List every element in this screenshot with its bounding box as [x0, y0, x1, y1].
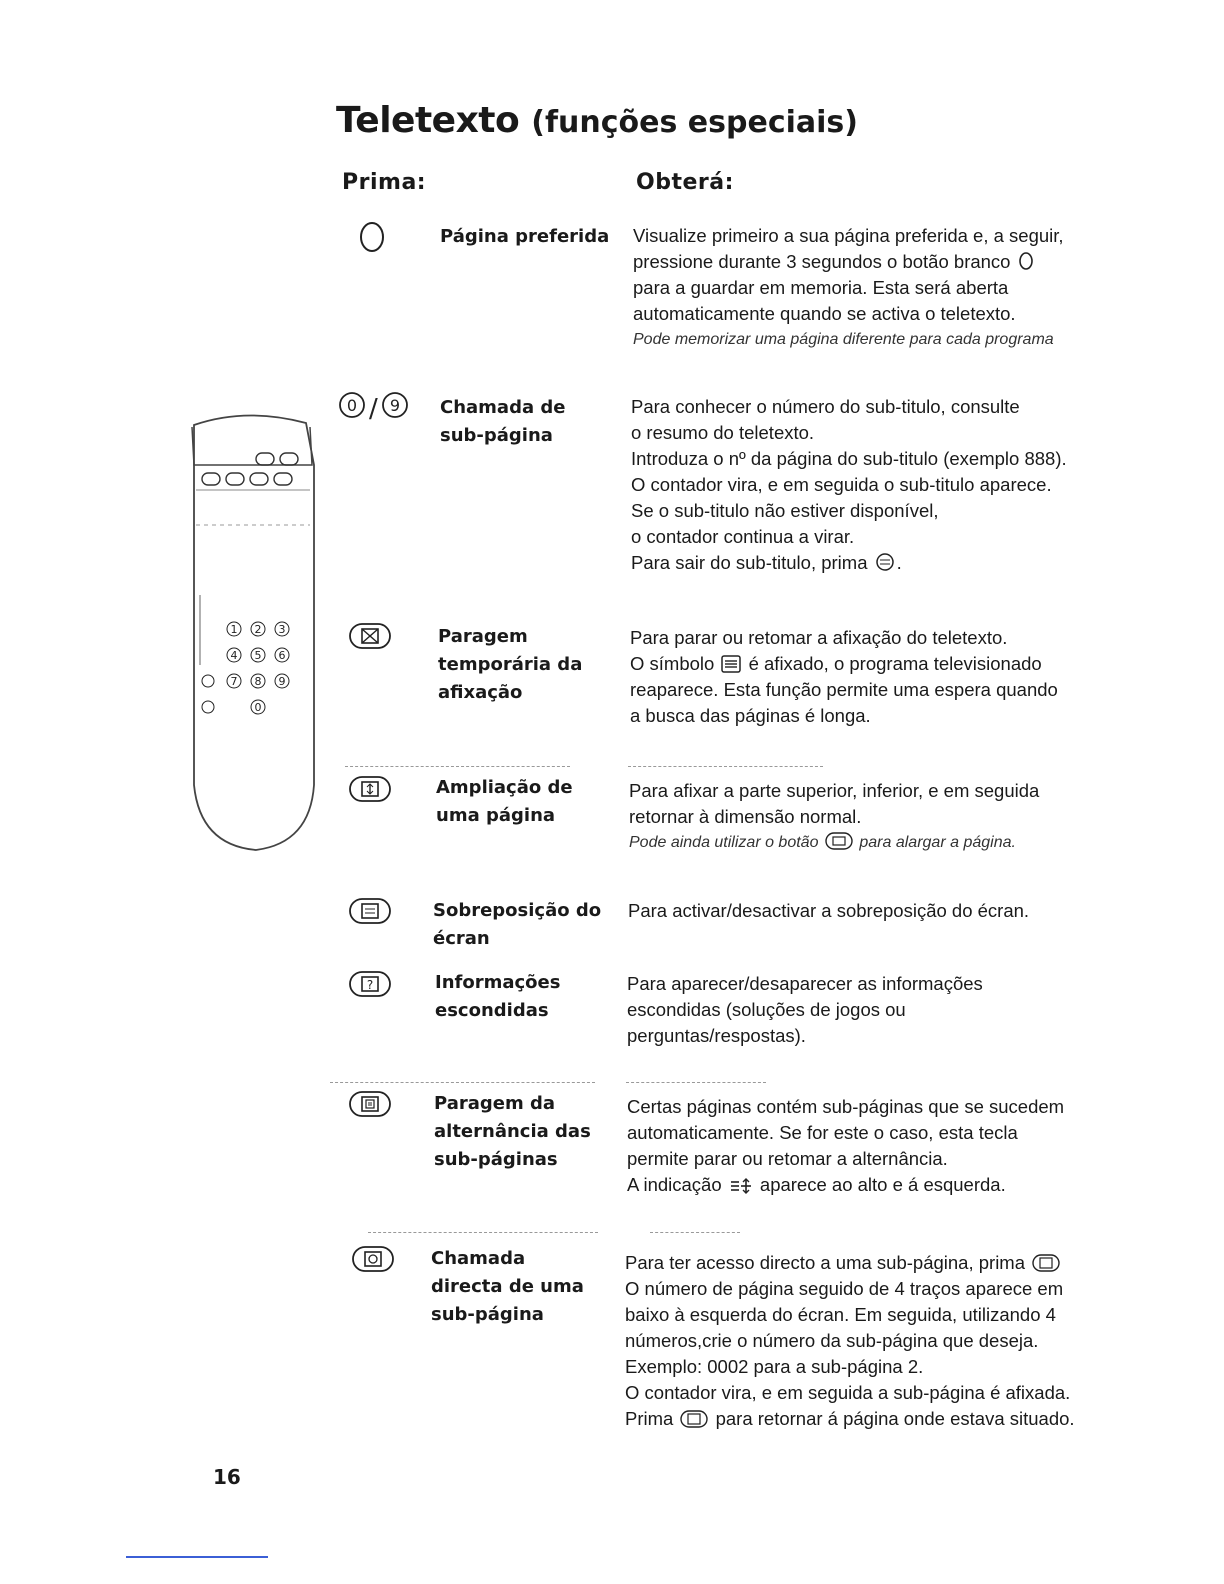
function-description: Para ter acesso directo a uma sub-página, prima O número de página seguido de 4 traços aparece em baixo à esquerda do écran. Em seguida, utilizando 4 números,crie o número da sub-página que deseja. Exemplo: 0002 para a sub-página 2. O contador vira, e em seguida a sub-página é afixada. Prima para retornar á página onde estava situado.: [625, 1252, 1075, 1429]
divider: [345, 766, 570, 767]
function-label: Paragem temporária da afixação: [438, 626, 583, 703]
divider: [368, 1232, 598, 1233]
column-header-result: Obterá:: [636, 170, 734, 195]
function-label: Chamada de sub-página: [440, 397, 566, 446]
function-description: Para conhecer o número do sub-titulo, consulte o resumo do teletexto. Introduza o nº da página do sub-titulo (exemplo 888). O contador vira, e em seguida o sub-titulo aparece. Se o sub-titulo não estiver disponível, o contador continua a virar. Para sair do sub-titulo, prima .: [631, 396, 1067, 573]
hold-symbol-icon: [721, 655, 741, 673]
page-title: Teletexto (funções especiais): [336, 100, 858, 141]
white-circle-icon: [337, 220, 407, 261]
svg-text:9: 9: [389, 396, 400, 415]
function-description: Para parar ou retomar a afixação do teletexto. O símbolo é afixado, o programa televisionado reaparece. Esta função permite uma espera quando a busca das páginas é longa.: [630, 627, 1058, 726]
page-number: 16: [213, 1465, 241, 1489]
function-label: Paragem da alternância das sub-páginas: [434, 1093, 591, 1170]
function-description: Para aparecer/desaparecer as informações escondidas (soluções de jogos ou perguntas/respostas).: [627, 973, 983, 1046]
subpage-call-icon: [680, 1410, 708, 1428]
exit-subpage-icon: [875, 552, 895, 572]
white-circle-icon: [1018, 251, 1034, 271]
remote-key-label: 5: [254, 649, 262, 662]
subpage-indicator-icon: [729, 1178, 753, 1194]
function-description: Certas páginas contém sub-páginas que se sucedem automaticamente. Se for este o caso, esta tecla permite parar ou retomar a alternância. A indicação aparece ao alto e á esquerda.: [627, 1096, 1065, 1195]
subpage-stop-icon: [335, 1090, 405, 1125]
footer-rule: [126, 1556, 268, 1558]
remote-key-label: 1: [230, 623, 238, 636]
function-label: Chamada directa de uma sub-página: [431, 1248, 584, 1325]
enlarge-icon: [335, 775, 405, 810]
function-description: Visualize primeiro a sua página preferida e, a seguir, pressione durante 3 segundos o botão branco para a guardar em memoria. Esta será aberta automaticamente quando se activa o teletexto. Pode memorizar uma página diferente para cada programa: [633, 225, 1064, 348]
svg-text:0: 0: [346, 396, 358, 415]
remote-key-label: 0: [254, 701, 262, 714]
remote-key-label: 6: [278, 649, 286, 662]
function-description: Para activar/desactivar a sobreposição do écran.: [628, 900, 1030, 921]
remote-key-label: 7: [230, 675, 238, 688]
mix-icon: [335, 897, 405, 932]
hold-icon: [335, 622, 405, 657]
remote-key-label: 9: [278, 675, 286, 688]
remote-key-label: 2: [254, 623, 262, 636]
remote-control-illustration: [186, 405, 321, 855]
reveal-icon: [335, 970, 405, 1005]
divider: [330, 1082, 595, 1083]
column-header-press: Prima:: [342, 170, 427, 195]
subpage-call-icon: [338, 1245, 408, 1280]
remote-key-label: 3: [278, 623, 286, 636]
function-description: Para afixar a parte superior, inferior, e em seguida retornar à dimensão normal. Pode ainda utilizar o botão para alargar a página.: [629, 780, 1040, 851]
function-label: Informações escondidas: [435, 972, 561, 1021]
function-label: Página preferida: [440, 226, 610, 247]
divider: [628, 766, 823, 767]
remote-key-label: 4: [230, 649, 238, 662]
widescreen-icon: [825, 832, 853, 850]
function-label: Sobreposição do écran: [433, 900, 602, 949]
function-label: Ampliação de uma página: [436, 777, 573, 826]
divider: [626, 1082, 766, 1083]
subpage-call-icon: [1032, 1254, 1060, 1272]
digit-0-9-icon: 0 / 9: [335, 390, 435, 424]
svg-text:?: ?: [366, 978, 374, 992]
remote-key-label: 8: [254, 675, 262, 688]
divider: [650, 1232, 740, 1233]
